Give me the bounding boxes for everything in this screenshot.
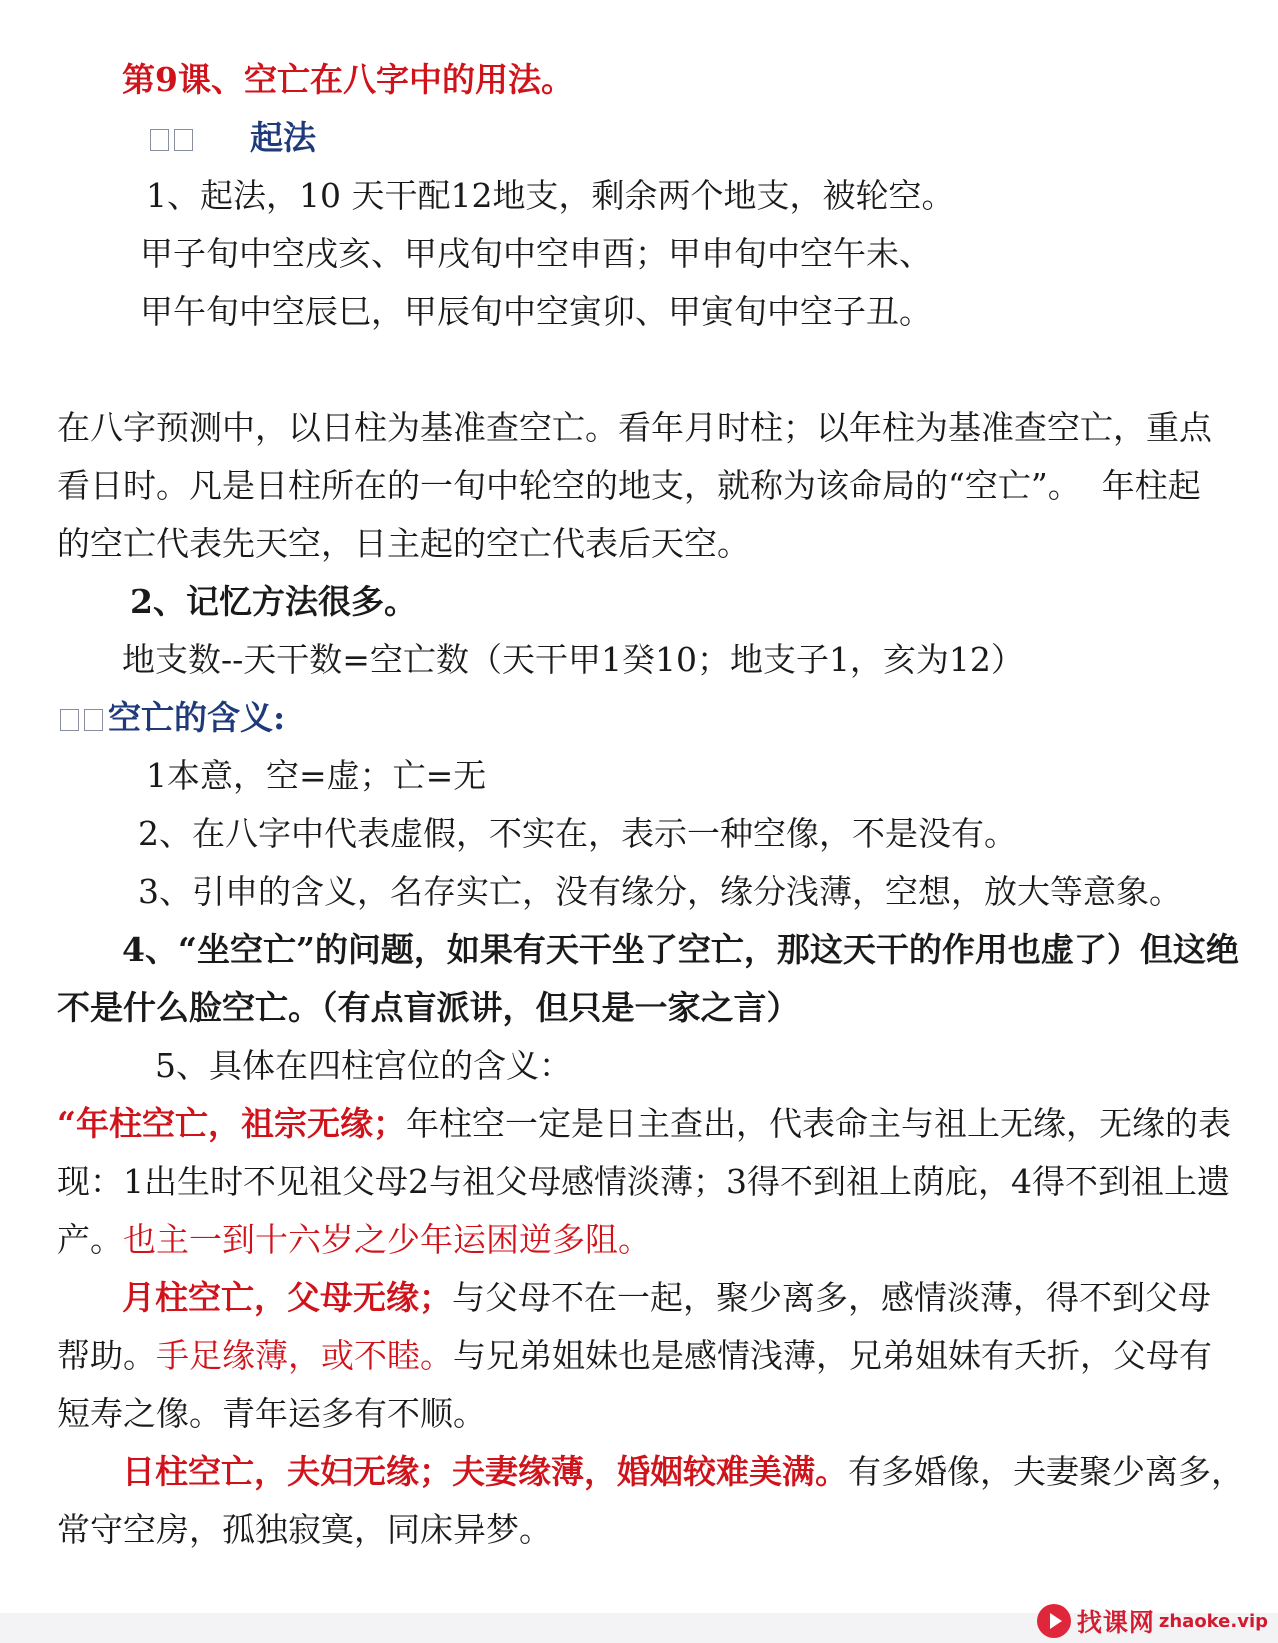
text-line-6: 的空亡代表先天空，日主起的空亡代表后天空。 bbox=[57, 524, 750, 563]
section-heading-hanyi: 空亡的含义: bbox=[60, 698, 285, 738]
checkbox-glyph-icon bbox=[150, 129, 169, 151]
text-line-3: 甲午旬中空辰巳，甲辰旬中空寅卯、甲寅旬中空子丑。 bbox=[140, 292, 932, 331]
text-line-8: 地支数--天干数=空亡数（天干甲1癸10；地支子1，亥为12） bbox=[122, 640, 1024, 679]
youth-luck-note: 也主一到十六岁之少年运困逆多阻。 bbox=[123, 1220, 651, 1259]
text-line-18: 产。也主一到十六岁之少年运困逆多阻。 bbox=[57, 1220, 651, 1259]
text-line-21: 短寿之像。青年运多有不顺。 bbox=[57, 1394, 486, 1433]
text-line-13: 4、“坐空亡”的问题，如果有天干坐了空亡，那这天干的作用也虚了）但这绝 bbox=[122, 930, 1239, 969]
text-line-22: 日柱空亡，夫妇无缘；夫妻缘薄，婚姻较难美满。有多婚像，夫妻聚少离多， bbox=[122, 1452, 1244, 1491]
year-pillar-heading: “年柱空亡，祖宗无缘； bbox=[57, 1104, 406, 1143]
text-line-12: 3、引申的含义，名存实亡，没有缘分，缘分浅薄，空想，放大等意象。 bbox=[138, 872, 1182, 911]
text-line-20: 帮助。手足缘薄，或不睦。与兄弟姐妹也是感情浅薄，兄弟姐妹有夭折，父母有 bbox=[57, 1336, 1212, 1375]
watermark bbox=[1037, 1603, 1268, 1639]
checkbox-glyph-icon bbox=[174, 129, 193, 151]
text-line-17: 现：1出生时不见祖父母2与祖父母感情淡薄；3得不到祖上荫庇，4得不到祖上遗 bbox=[57, 1162, 1230, 1201]
text-line-5: 看日时。凡是日柱所在的一旬中轮空的地支，就称为该命局的“空亡”。 年柱起 bbox=[57, 466, 1201, 505]
watermark-text: 找课网 bbox=[1076, 1608, 1155, 1637]
section-heading-qifa: 起法 bbox=[150, 118, 316, 158]
play-logo-icon bbox=[1037, 1604, 1071, 1638]
text-line-16: “年柱空亡，祖宗无缘；年柱空一定是日主查出，代表命主与祖上无缘，无缘的表 bbox=[57, 1104, 1231, 1143]
text-line-10: 1本意，空=虚；亡=无 bbox=[146, 756, 487, 795]
checkbox-glyph-icon bbox=[84, 709, 103, 731]
text-line-7: 2、记忆方法很多。 bbox=[130, 582, 417, 621]
text-line-1: 1、起法，10 天干配12地支，剩余两个地支，被轮空。 bbox=[146, 176, 955, 215]
lesson-title: 第9课、空亡在八字中的用法。 bbox=[122, 60, 574, 99]
text-line-14: 不是什么脸空亡。（有点盲派讲，但只是一家之言） bbox=[57, 988, 800, 1027]
text-line-4: 在八字预测中，以日柱为基准查空亡。看年月时柱；以年柱为基准查空亡，重点 bbox=[57, 408, 1212, 447]
siblings-note: 手足缘薄，或不睦。 bbox=[156, 1336, 453, 1375]
text-line-23: 常守空房，孤独寂寞，同床异梦。 bbox=[57, 1510, 552, 1549]
text-line-2: 甲子旬中空戌亥、甲戌旬中空申酉；甲申旬中空午未、 bbox=[140, 234, 932, 273]
day-pillar-heading: 日柱空亡，夫妇无缘；夫妻缘薄，婚姻较难美满。 bbox=[122, 1452, 848, 1491]
checkbox-glyph-icon bbox=[60, 709, 79, 731]
month-pillar-heading: 月柱空亡，父母无缘； bbox=[122, 1278, 452, 1317]
text-line-15: 5、具体在四柱宫位的含义： bbox=[155, 1046, 572, 1085]
text-line-11: 2、在八字中代表虚假，不实在，表示一种空像，不是没有。 bbox=[138, 814, 1017, 853]
watermark-domain: zhaoke.vip bbox=[1158, 1610, 1268, 1632]
text-line-19: 月柱空亡，父母无缘；与父母不在一起，聚少离多，感情淡薄，得不到父母 bbox=[122, 1278, 1211, 1317]
